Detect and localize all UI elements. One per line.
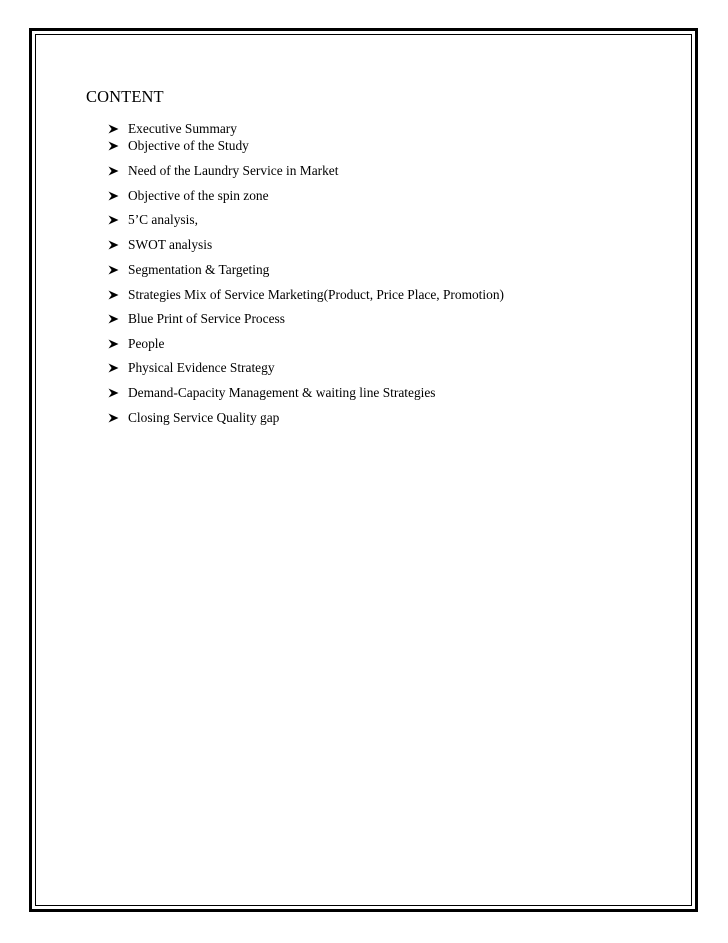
contents-list-item-label: Blue Print of Service Process [128,311,285,326]
arrowhead-bullet-icon [108,141,119,151]
arrowhead-bullet-icon [108,290,119,300]
contents-list-item-label: People [128,336,165,351]
arrowhead-bullet-icon [108,191,119,201]
arrowhead-bullet-icon [108,363,119,373]
contents-list-item-label: Need of the Laundry Service in Market [128,163,339,178]
contents-list-item-label: Executive Summary [128,121,237,136]
contents-list-item-label: Objective of the Study [128,138,249,153]
contents-list-item-label: Demand-Capacity Management & waiting line Strategies [128,385,436,400]
arrowhead-bullet-icon [108,240,119,250]
arrowhead-bullet-icon [108,413,119,423]
arrowhead-bullet-icon [108,314,119,324]
arrowhead-bullet-icon [108,265,119,275]
arrowhead-bullet-icon [108,166,119,176]
arrowhead-bullet-icon [108,388,119,398]
contents-list-item-label: 5’C analysis, [128,212,198,227]
contents-list-item-label: Objective of the spin zone [128,188,269,203]
contents-list-item-label: Closing Service Quality gap [128,410,280,425]
contents-list-item-label: Segmentation & Targeting [128,262,270,277]
arrowhead-bullet-icon [108,215,119,225]
content-heading: CONTENT [86,87,164,106]
contents-list-item-label: Strategies Mix of Service Marketing(Product, Price Place, Promotion) [128,287,504,302]
contents-list-item-label: SWOT analysis [128,237,213,252]
contents-list-item-label: Physical Evidence Strategy [128,360,275,375]
arrowhead-bullet-icon [108,124,119,134]
arrowhead-bullet-icon [108,339,119,349]
